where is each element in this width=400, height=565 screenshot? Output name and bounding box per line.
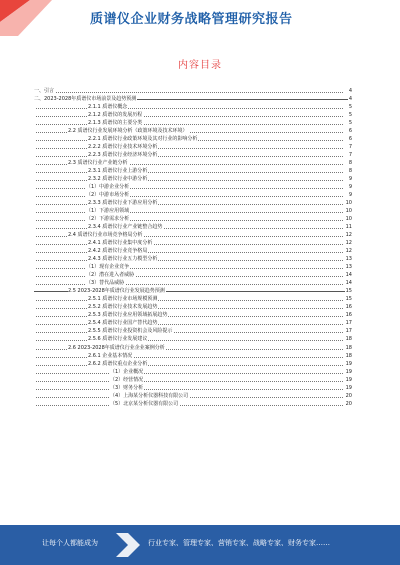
toc-leader-dots bbox=[36, 332, 343, 333]
toc-leader-dots bbox=[36, 397, 343, 398]
toc-leader-dots bbox=[36, 92, 343, 93]
toc-page-number: 15 bbox=[345, 288, 352, 295]
toc-heading: 内容目录 bbox=[178, 60, 222, 71]
toc-page-number: 12 bbox=[345, 248, 352, 255]
toc-page-number: 11 bbox=[345, 224, 352, 231]
toc-entry[interactable] bbox=[34, 119, 352, 127]
toc-leader-dots bbox=[36, 308, 343, 309]
toc-page-number: 19 bbox=[345, 368, 352, 375]
toc-entry-text: 2.3.1 质谱仪行业上游分析 bbox=[88, 168, 148, 175]
toc-entry-text: （1）下游应用领域 bbox=[86, 208, 130, 215]
toc-leader-dots bbox=[36, 340, 343, 341]
toc-page-number: 15 bbox=[345, 296, 352, 303]
toc-leader-dots bbox=[36, 108, 343, 109]
toc-leader-dots bbox=[36, 365, 343, 366]
toc-leader-dots bbox=[36, 324, 343, 325]
toc-entry[interactable] bbox=[34, 143, 352, 151]
toc-entry-text: （4）上海某分析仪器科技有限公司 bbox=[110, 392, 189, 399]
toc-leader-dots bbox=[36, 260, 343, 261]
chevron-decoration-icon bbox=[116, 533, 142, 557]
toc-entry-text: 一、引言 bbox=[34, 88, 55, 94]
toc-entry-text: 2.5.1 质谱仪行业市场规模预测 bbox=[88, 296, 158, 303]
toc-entry-text: （5）北京某分析仪器有限公司 bbox=[110, 400, 179, 407]
toc-entry[interactable] bbox=[34, 303, 352, 311]
toc-page-number: 4 bbox=[348, 88, 352, 94]
toc-page-number: 5 bbox=[348, 112, 352, 119]
toc-leader-dots bbox=[36, 300, 343, 301]
toc-entry-text: （2）潜在进入者威胁 bbox=[86, 272, 135, 279]
toc-entry-text: 2.2.1 质谱仪行业政策环境及其对行业的影响分析 bbox=[88, 136, 198, 143]
toc-entry-text: （1）中游企业分析 bbox=[86, 184, 130, 191]
toc-page-number: 20 bbox=[345, 392, 352, 399]
toc-entry[interactable] bbox=[34, 183, 352, 191]
toc-page-number: 6 bbox=[348, 128, 352, 135]
toc-entry-text: 2.5.2 质谱仪行业技术发展趋势 bbox=[88, 304, 158, 311]
toc-entry-text: 2.2.3 质谱仪行业经济环境分析 bbox=[88, 152, 158, 159]
toc-entry[interactable] bbox=[34, 287, 352, 295]
toc-entry[interactable] bbox=[34, 239, 352, 247]
toc-page-number: 18 bbox=[345, 352, 352, 359]
toc-entry[interactable] bbox=[34, 231, 352, 239]
toc-page-number: 7 bbox=[348, 152, 352, 159]
toc-page-number: 18 bbox=[345, 336, 352, 343]
table-of-contents bbox=[34, 87, 352, 408]
toc-leader-dots bbox=[36, 381, 343, 382]
toc-page-number: 19 bbox=[345, 376, 352, 383]
toc-leader-dots bbox=[36, 172, 343, 173]
toc-page-number: 18 bbox=[345, 344, 352, 351]
toc-entry-text: （1）现有企业竞争 bbox=[86, 264, 130, 271]
toc-leader-dots bbox=[36, 357, 343, 358]
toc-entry[interactable] bbox=[34, 167, 352, 175]
toc-entry[interactable] bbox=[34, 207, 352, 215]
toc-entry[interactable] bbox=[34, 191, 352, 199]
toc-entry[interactable] bbox=[34, 175, 352, 183]
toc-entry[interactable] bbox=[34, 215, 352, 223]
toc-leader-dots bbox=[36, 268, 343, 269]
toc-entry-text: 2.1.3 质谱仪的主要分类 bbox=[88, 120, 143, 127]
toc-entry[interactable] bbox=[34, 95, 352, 103]
toc-entry[interactable] bbox=[34, 344, 352, 352]
toc-entry[interactable] bbox=[34, 135, 352, 143]
toc-leader-dots bbox=[36, 252, 343, 253]
toc-leader-dots bbox=[36, 405, 343, 406]
document-title: 质谱仪企业财务战略管理研究报告 bbox=[90, 12, 293, 27]
toc-entry-text: 2.6.1 企业基本情况 bbox=[88, 352, 133, 359]
toc-entry-text: 2.5.3 质谱仪行业应用领域拓展趋势 bbox=[88, 312, 168, 319]
toc-leader-dots bbox=[36, 124, 343, 125]
toc-entry[interactable] bbox=[34, 319, 352, 327]
footer-expert-list: 行业专家、管理专家、营销专家、战略专家、财务专家…… bbox=[148, 539, 330, 547]
toc-page-number: 5 bbox=[348, 120, 352, 127]
toc-page-number: 20 bbox=[345, 400, 352, 407]
toc-leader-dots bbox=[36, 373, 343, 374]
toc-entry[interactable] bbox=[34, 368, 352, 376]
toc-entry-text: 2.5.5 质谱仪行业投资机会及风险提示 bbox=[88, 328, 173, 335]
toc-entry[interactable] bbox=[34, 335, 352, 343]
toc-page-number: 7 bbox=[348, 144, 352, 151]
toc-page-number: 6 bbox=[348, 136, 352, 143]
toc-page-number: 8 bbox=[348, 168, 352, 175]
toc-entry[interactable] bbox=[34, 103, 352, 111]
toc-entry[interactable] bbox=[34, 360, 352, 368]
toc-entry[interactable] bbox=[34, 199, 352, 207]
toc-entry-text: 2.3.4 质谱仪行业产业链整合趋势 bbox=[88, 224, 163, 231]
toc-leader-dots bbox=[36, 148, 343, 149]
toc-entry-text: 2.4.1 质谱仪行业集中度分析 bbox=[88, 240, 153, 247]
header-decoration bbox=[0, 0, 52, 36]
toc-leader-dots bbox=[36, 196, 343, 197]
toc-entry[interactable] bbox=[34, 271, 352, 279]
toc-entry[interactable] bbox=[34, 327, 352, 335]
toc-page-number: 10 bbox=[345, 208, 352, 215]
toc-entry-text: 2.2.2 质谱仪行业技术环境分析 bbox=[88, 144, 158, 151]
toc-entry[interactable] bbox=[34, 279, 352, 287]
toc-entry[interactable] bbox=[34, 159, 352, 167]
toc-page-number: 17 bbox=[345, 328, 352, 335]
toc-entry[interactable] bbox=[34, 127, 352, 135]
toc-entry[interactable] bbox=[34, 111, 352, 119]
toc-leader-dots bbox=[36, 244, 343, 245]
toc-leader-dots bbox=[36, 156, 343, 157]
toc-leader-dots bbox=[36, 116, 343, 117]
toc-page-number: 9 bbox=[348, 184, 352, 191]
toc-entry-text: 2.5.4 质谱仪行业国产替代趋势 bbox=[88, 320, 158, 327]
toc-page-number: 19 bbox=[345, 360, 352, 367]
toc-page-number: 19 bbox=[345, 384, 352, 391]
toc-entry-text: （3）替代品威胁 bbox=[86, 280, 125, 287]
toc-page-number: 14 bbox=[345, 272, 352, 279]
toc-page-number: 5 bbox=[348, 104, 352, 111]
toc-leader-dots bbox=[36, 389, 343, 390]
toc-leader-dots bbox=[36, 212, 343, 213]
footer-slogan: 让每个人都能成为 bbox=[42, 539, 98, 547]
toc-page-number: 12 bbox=[345, 232, 352, 239]
toc-leader-dots bbox=[36, 228, 343, 229]
toc-page-number: 9 bbox=[348, 176, 352, 183]
toc-page-number: 4 bbox=[348, 96, 352, 103]
toc-page-number: 12 bbox=[345, 240, 352, 247]
toc-entry-text: 2.4.2 质谱仪行业竞争格局 bbox=[88, 248, 148, 255]
toc-leader-dots bbox=[36, 284, 343, 285]
toc-page-number: 10 bbox=[345, 216, 352, 223]
toc-leader-dots bbox=[36, 188, 343, 189]
toc-entry-text: 2.4 质谱仪行业市场竞争格局分析 bbox=[68, 232, 143, 239]
toc-entry[interactable] bbox=[34, 295, 352, 303]
toc-leader-dots bbox=[36, 180, 343, 181]
toc-entry-text: 2.4.3 质谱仪行业五力模型分析 bbox=[88, 256, 158, 263]
toc-entry[interactable] bbox=[34, 352, 352, 360]
toc-entry-text: 2.5 2023-2028年质谱仪行业发展趋势预测 bbox=[68, 288, 165, 295]
toc-leader-dots bbox=[36, 316, 343, 317]
toc-page-number: 17 bbox=[345, 320, 352, 327]
toc-entry-text: 2.1.1 质谱仪概念 bbox=[88, 104, 128, 111]
toc-entry-text: 二、2023-2028年质谱仪市场前景及趋势预测 bbox=[34, 96, 137, 103]
toc-leader-dots bbox=[36, 276, 343, 277]
toc-page-number: 13 bbox=[345, 256, 352, 263]
toc-entry-text: 2.2 质谱仪行业发展环境分析（政策环境及技术环境） bbox=[68, 128, 188, 135]
toc-entry-text: 2.3.3 质谱仪行业下游应用分析 bbox=[88, 200, 158, 207]
toc-entry[interactable] bbox=[34, 400, 352, 408]
toc-leader-dots bbox=[36, 220, 343, 221]
toc-entry[interactable] bbox=[34, 392, 352, 400]
toc-entry-text: 2.5.6 质谱仪行业发展建议 bbox=[88, 336, 148, 343]
toc-entry-text: 2.3 质谱仪行业产业链分析 bbox=[68, 160, 128, 167]
page-header bbox=[0, 0, 400, 36]
toc-entry-text: （2）经营情况 bbox=[110, 376, 144, 383]
toc-entry[interactable] bbox=[34, 151, 352, 159]
toc-entry-text: 2.1.2 质谱仪的发展历程 bbox=[88, 112, 143, 119]
toc-entry[interactable] bbox=[34, 223, 352, 231]
toc-entry-text: （2）下游需求分析 bbox=[86, 216, 130, 223]
toc-entry-text: 2.3.2 质谱仪行业中游分析 bbox=[88, 176, 148, 183]
toc-entry[interactable] bbox=[34, 255, 352, 263]
toc-page-number: 14 bbox=[345, 280, 352, 287]
toc-page-number: 10 bbox=[345, 200, 352, 207]
toc-page-number: 9 bbox=[348, 192, 352, 199]
toc-entry[interactable] bbox=[34, 311, 352, 319]
toc-page-number: 8 bbox=[348, 160, 352, 167]
toc-entry[interactable] bbox=[34, 247, 352, 255]
toc-entry[interactable] bbox=[34, 376, 352, 384]
toc-page-number: 16 bbox=[345, 304, 352, 311]
toc-entry-text: 2.6 2023-2028年质谱仪行业企业案例分析 bbox=[68, 344, 165, 351]
toc-entry-text: 2.6.2 质谱仪重点企业分析 bbox=[88, 360, 148, 367]
page-footer bbox=[0, 525, 400, 565]
toc-page-number: 13 bbox=[345, 264, 352, 271]
toc-entry[interactable] bbox=[34, 87, 352, 95]
toc-entry-text: （3）财务分析 bbox=[110, 384, 144, 391]
toc-entry-text: （2）中游市场分析 bbox=[86, 192, 130, 199]
toc-page-number: 16 bbox=[345, 312, 352, 319]
toc-entry[interactable] bbox=[34, 384, 352, 392]
toc-entry[interactable] bbox=[34, 263, 352, 271]
toc-entry-text: （1）企业概况 bbox=[110, 368, 144, 375]
toc-leader-dots bbox=[36, 204, 343, 205]
